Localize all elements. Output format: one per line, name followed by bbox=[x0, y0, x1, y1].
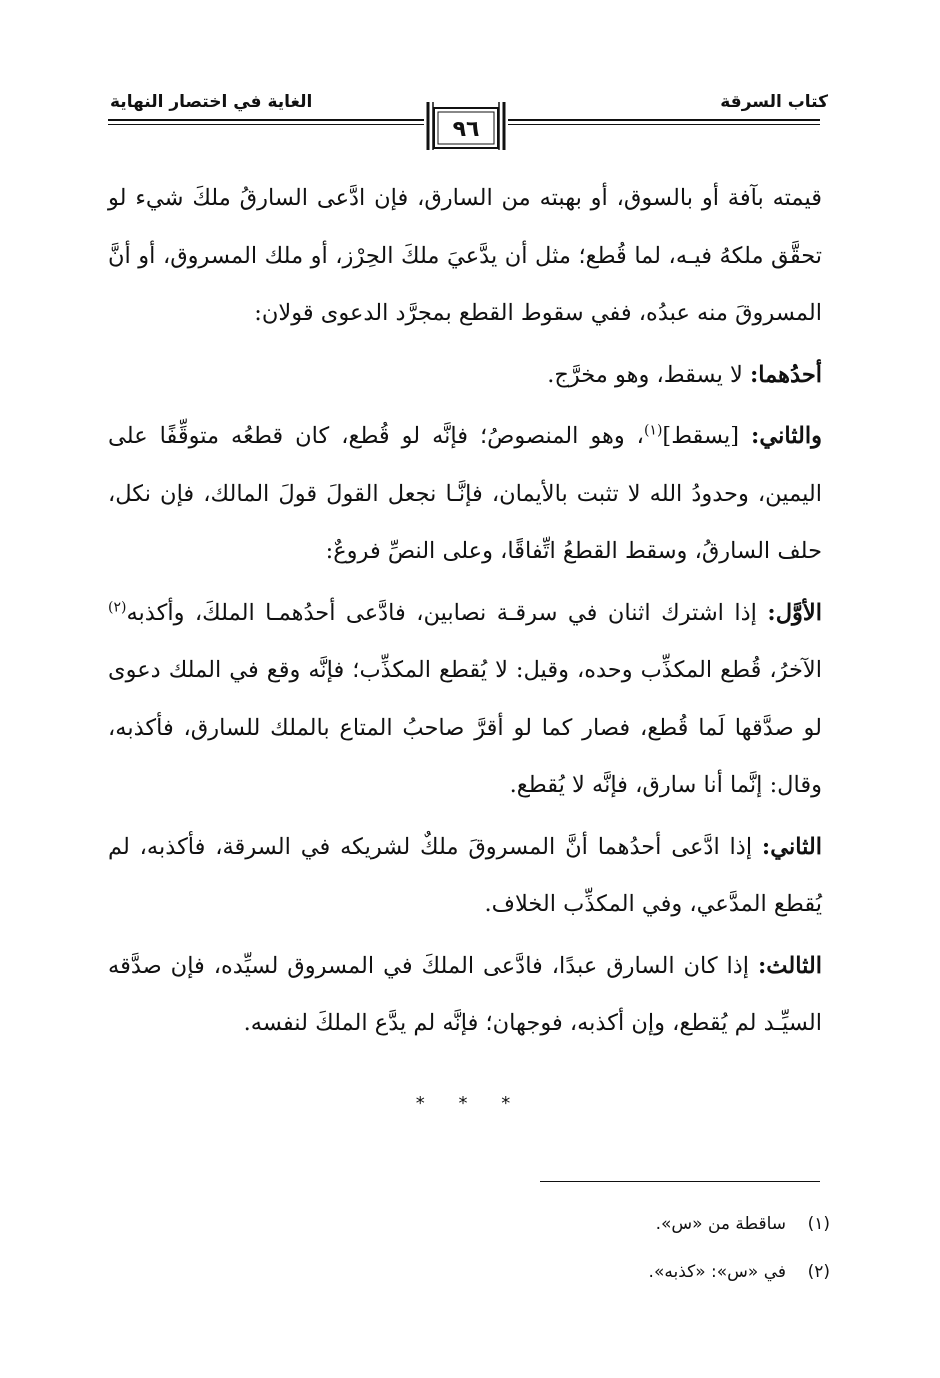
page-number-frame bbox=[424, 100, 508, 152]
footnote-2-number: (٢) bbox=[807, 1262, 830, 1282]
header-rule-right bbox=[508, 119, 820, 121]
footnote-2 bbox=[649, 1248, 830, 1296]
footnote-2-text: في «س»: «كذبه». bbox=[648, 1262, 786, 1282]
paragraph-4-text-b: الآخرُ، قُطع المكذِّب وحده، وقيل: لا يُقطع المكذِّب؛ فإنَّه وقع في الملك دعوى لو صدَّقها لَما قُطع، فصار كما لو أقرَّ صاحبُ المتاع بالملك للسارق، فأكذبه، وقال: إنَّما أنا سارق، فإنَّه لا يُقطع. bbox=[108, 657, 822, 798]
paragraph-2-label: أحدُهما: bbox=[749, 361, 822, 388]
section-separator: * * * bbox=[415, 1093, 525, 1114]
paragraph-3-label: والثاني: bbox=[751, 423, 822, 449]
header-rule-right-thin bbox=[508, 124, 820, 125]
paragraph-3-text-a: [يسقط] bbox=[662, 423, 752, 449]
header-rule-left-thin bbox=[108, 124, 424, 125]
paragraph-6-label: الثالث: bbox=[757, 952, 822, 979]
paragraph-5 bbox=[108, 819, 822, 934]
header-rule-left bbox=[108, 119, 424, 121]
paragraph-6 bbox=[108, 938, 822, 1053]
paragraph-3 bbox=[108, 408, 822, 581]
paragraph-6-text: إذا كان السارق عبدًا، فادَّعى الملكَ في المسروق لسيِّده، فإن صدَّقه السيِّـد لم يُقطع، وإن أكذبه، فوجهان؛ فإنَّه لم يدَّع الملكَ لنفسه. bbox=[108, 952, 822, 1036]
running-header-book-title: الغاية في اختصار النهاية bbox=[110, 92, 313, 112]
footnote-ref-1: (١) bbox=[643, 422, 663, 439]
footnote-rule bbox=[540, 1181, 820, 1182]
paragraph-2-text: لا يسقط، وهو مخرَّج. bbox=[547, 361, 750, 388]
paragraph-4 bbox=[108, 585, 822, 815]
paragraph-5-text: إذا ادَّعى أحدُهما أنَّ المسروقَ ملكٌ لشريكه في السرقة، فأكذبه، لم يُقطع المدَّعي، وفي المكذِّب الخلاف. bbox=[108, 833, 822, 917]
page-number: ٩٦ bbox=[452, 117, 480, 142]
paragraph-4-text-a: إذا اشترك اثنان في سرقـة نصابين، فادَّعى أحدُهمـا الملكَ، وأكذبه bbox=[126, 599, 768, 626]
footnote-1-text: ساقطة من «س». bbox=[655, 1214, 786, 1234]
footnote-1 bbox=[649, 1200, 830, 1248]
running-header-chapter: كتاب السرقة bbox=[720, 92, 828, 112]
paragraph-5-label: الثاني: bbox=[761, 833, 822, 860]
paragraph-3-text-b: ، وهو المنصوصُ؛ فإنَّه لو قُطع، كان قطعُه متوقِّفًا على اليمين، وحدودُ الله لا تثبت بالأيمان، فإنَّـا نجعل القولَ قولَ المالك، فإن نكل، حلف السارقُ، وسقط القطعُ اتِّفاقًا، وعلى النصِّ فروعٌ: bbox=[108, 423, 822, 564]
body-text bbox=[108, 170, 822, 1053]
paragraph-1: قيمته بآفة أو بالسوق، أو بهبته من السارق، فإن ادَّعى السارقُ ملكَ شيء لو تحقَّق ملكهُ فيـه، لما قُطع؛ مثل أن يدَّعيَ ملكَ الحِرْز، أو ملك المسروق، أو أنَّ المسروقَ منه عبدُه، ففي سقوط القطع بمجرَّد الدعوى قولان: bbox=[108, 185, 822, 326]
footnotes bbox=[649, 1200, 830, 1296]
paragraph-2 bbox=[108, 347, 822, 405]
footnote-ref-2: (٢) bbox=[108, 599, 127, 615]
paragraph-4-label: الأوَّل: bbox=[767, 599, 822, 626]
footnote-1-number: (١) bbox=[807, 1214, 830, 1234]
